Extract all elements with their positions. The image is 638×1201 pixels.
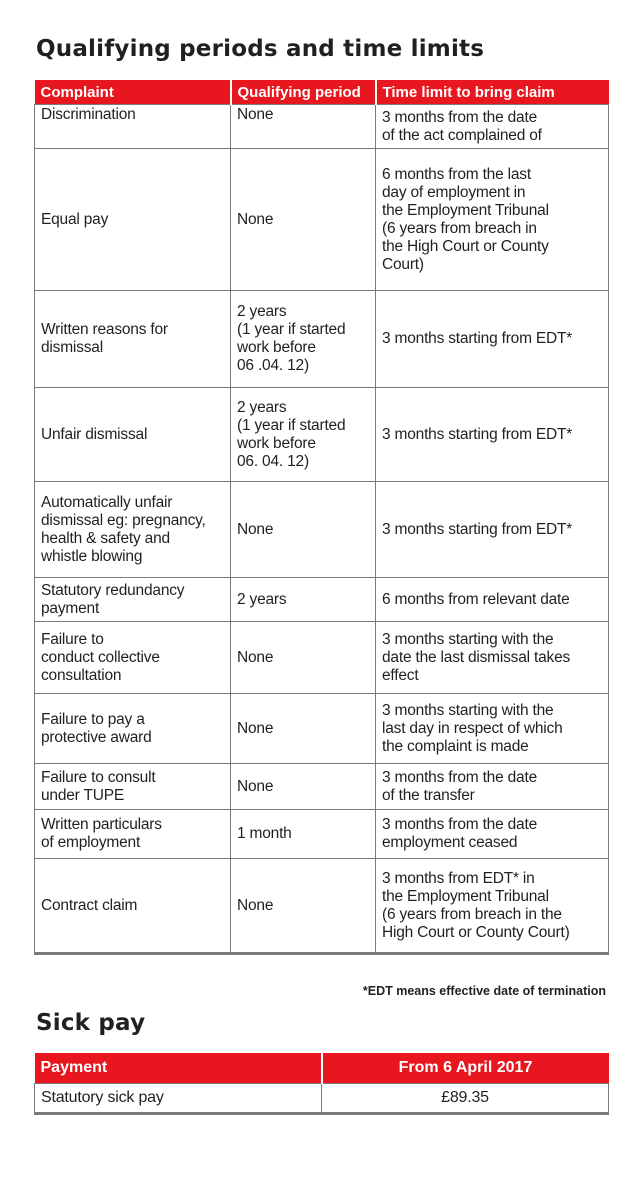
limit-cell: 6 months from relevant date [376, 578, 609, 622]
limit-cell: 3 months starting with the last day in respect of which the complaint is made [376, 694, 609, 764]
table-row [35, 149, 609, 291]
limit-cell: 3 months starting from EDT* [376, 388, 609, 482]
period-cell: None [231, 764, 376, 810]
period-cell: None [231, 859, 376, 954]
period-cell: 2 years [231, 578, 376, 622]
complaint-cell: Contract claim [35, 859, 231, 954]
complaint-cell: Automatically unfair dismissal eg: pregnancy, health & safety and whistle blowing [35, 482, 231, 578]
qualifying-title: Qualifying periods and time limits [36, 36, 485, 62]
complaint-cell: Equal pay [35, 149, 231, 291]
qualifying-header-row [35, 80, 609, 105]
period-cell: None [231, 482, 376, 578]
complaint-cell: Failure to pay a protective award [35, 694, 231, 764]
header-from-date: From 6 April 2017 [322, 1053, 609, 1084]
period-cell: None [231, 694, 376, 764]
limit-cell: 3 months from the date employment ceased [376, 810, 609, 859]
header-payment: Payment [35, 1053, 322, 1084]
qualifying-table [34, 80, 609, 955]
edt-footnote: *EDT means effective date of termination [362, 984, 606, 998]
limit-cell: 3 months from the date of the transfer [376, 764, 609, 810]
period-cell: None [231, 149, 376, 291]
header-complaint: Complaint [35, 80, 231, 105]
complaint-cell: Statutory redundancy payment [35, 578, 231, 622]
header-time-limit: Time limit to bring claim [376, 80, 609, 105]
sick-pay-title: Sick pay [36, 1010, 146, 1036]
limit-cell: 3 months from the date of the act complained of [376, 105, 609, 149]
period-cell: 2 years (1 year if started work before 06. 04. 12) [231, 388, 376, 482]
table-row [35, 105, 609, 149]
sick-pay-header-row [35, 1053, 609, 1084]
table-row [35, 1084, 609, 1114]
table-row [35, 810, 609, 859]
period-cell: 2 years (1 year if started work before 06 .04. 12) [231, 291, 376, 388]
sick-pay-table [34, 1053, 609, 1115]
amount-cell: £89.35 [322, 1084, 609, 1114]
period-cell: 1 month [231, 810, 376, 859]
complaint-cell: Written reasons for dismissal [35, 291, 231, 388]
complaint-cell: Discrimination [35, 105, 231, 149]
period-cell: None [231, 622, 376, 694]
table-row [35, 482, 609, 578]
table-row [35, 578, 609, 622]
limit-cell: 3 months starting from EDT* [376, 291, 609, 388]
table-row [35, 622, 609, 694]
limit-cell: 3 months starting with the date the last dismissal takes effect [376, 622, 609, 694]
table-row [35, 388, 609, 482]
payment-cell: Statutory sick pay [35, 1084, 322, 1114]
complaint-cell: Unfair dismissal [35, 388, 231, 482]
limit-cell: 3 months from EDT* in the Employment Tribunal (6 years from breach in the High Court or County Court) [376, 859, 609, 954]
limit-cell: 3 months starting from EDT* [376, 482, 609, 578]
table-row [35, 859, 609, 954]
period-cell: None [231, 105, 376, 149]
table-row [35, 694, 609, 764]
header-qualifying-period: Qualifying period [231, 80, 376, 105]
table-row [35, 291, 609, 388]
limit-cell: 6 months from the last day of employment in the Employment Tribunal (6 years from breach in the High Court or County Court) [376, 149, 609, 291]
complaint-cell: Failure to consult under TUPE [35, 764, 231, 810]
complaint-cell: Failure to conduct collective consultation [35, 622, 231, 694]
table-row [35, 764, 609, 810]
complaint-cell: Written particulars of employment [35, 810, 231, 859]
